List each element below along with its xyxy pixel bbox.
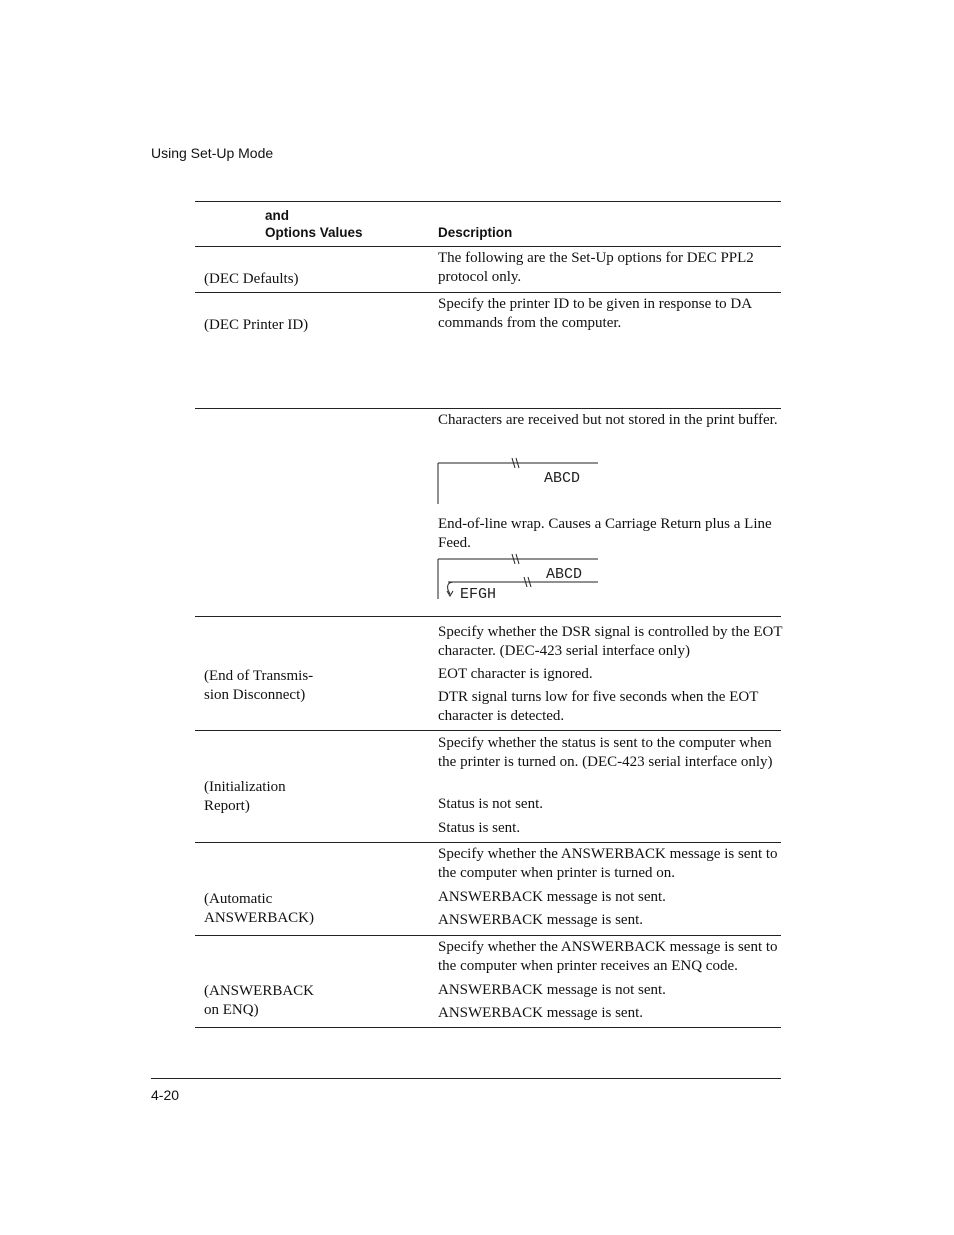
row-divider [195,408,781,409]
table-header-rule [195,246,781,247]
option-name-line: sion Disconnect) [204,687,306,703]
row-divider [195,616,781,617]
table-bottom-rule [195,1027,781,1028]
header-line: and [265,208,290,223]
option-name [204,778,354,816]
table-top-rule [195,201,781,202]
value-description: ANSWERBACK message is sent. [438,912,643,928]
row-divider [195,292,781,293]
option-name-line: on ENQ) [204,1002,259,1018]
row-divider [195,842,781,843]
option-name-line: (End of Transmis- [204,668,314,684]
value-description: Status is sent. [438,820,521,836]
value-description: Characters are received but not stored in the print buffer. [438,412,778,428]
row-divider [195,935,781,936]
value-description: DTR signal turns low for five seconds when the EOT character is detected. [438,689,759,724]
option-name-line: Report) [204,798,250,814]
page-number: 4-20 [151,1087,180,1103]
option-description: Specify whether the ANSWERBACK message is sent to the computer when printer receives an ENQ code. [438,939,778,974]
diagram-text: EFGH [460,586,497,603]
option-description: The following are the Set-Up options for DEC PPL2 protocol only. [438,250,754,285]
option-name: (DEC Defaults) [204,271,299,287]
option-name [204,982,354,1020]
option-name-line: (Initialization [204,779,286,795]
option-name [204,667,354,705]
wrap-arrow-icon [448,582,454,594]
value-description: ANSWERBACK message is not sent. [438,889,666,905]
overflow-discard-diagram [436,456,606,506]
value-description: ANSWERBACK message is sent. [438,1005,643,1021]
value-description: End-of-line wrap. Causes a Carriage Return plus a Line Feed. [438,516,772,551]
column-header-options [265,207,363,241]
option-name-line: ANSWERBACK) [204,910,315,926]
footer-rule [151,1078,781,1079]
option-name-line: (ANSWERBACK [204,983,315,999]
option-description: Specify whether the DSR signal is controlled by the EOT character. (DEC-423 serial interface only) [438,624,783,659]
line-wrap-diagram [436,552,606,602]
value-description: ANSWERBACK message is not sent. [438,982,666,998]
header-line: Options Values [265,225,363,240]
option-name [204,890,354,928]
running-head: Using Set-Up Mode [151,145,274,161]
diagram-text: ABCD [546,566,583,583]
option-description: Specify whether the status is sent to the computer when the printer is turned on. (DEC-423 serial interface only) [438,735,773,770]
value-description: Status is not sent. [438,796,544,812]
column-header-description: Description [438,225,513,240]
value-description: EOT character is ignored. [438,666,593,682]
row-divider [195,730,781,731]
option-description: Specify the printer ID to be given in response to DA commands from the computer. [438,296,752,331]
option-name-line: (Automatic [204,891,273,907]
option-description: Specify whether the ANSWERBACK message is sent to the computer when printer is turned on. [438,846,778,881]
diagram-text: ABCD [544,470,581,487]
option-name: (DEC Printer ID) [204,317,309,333]
